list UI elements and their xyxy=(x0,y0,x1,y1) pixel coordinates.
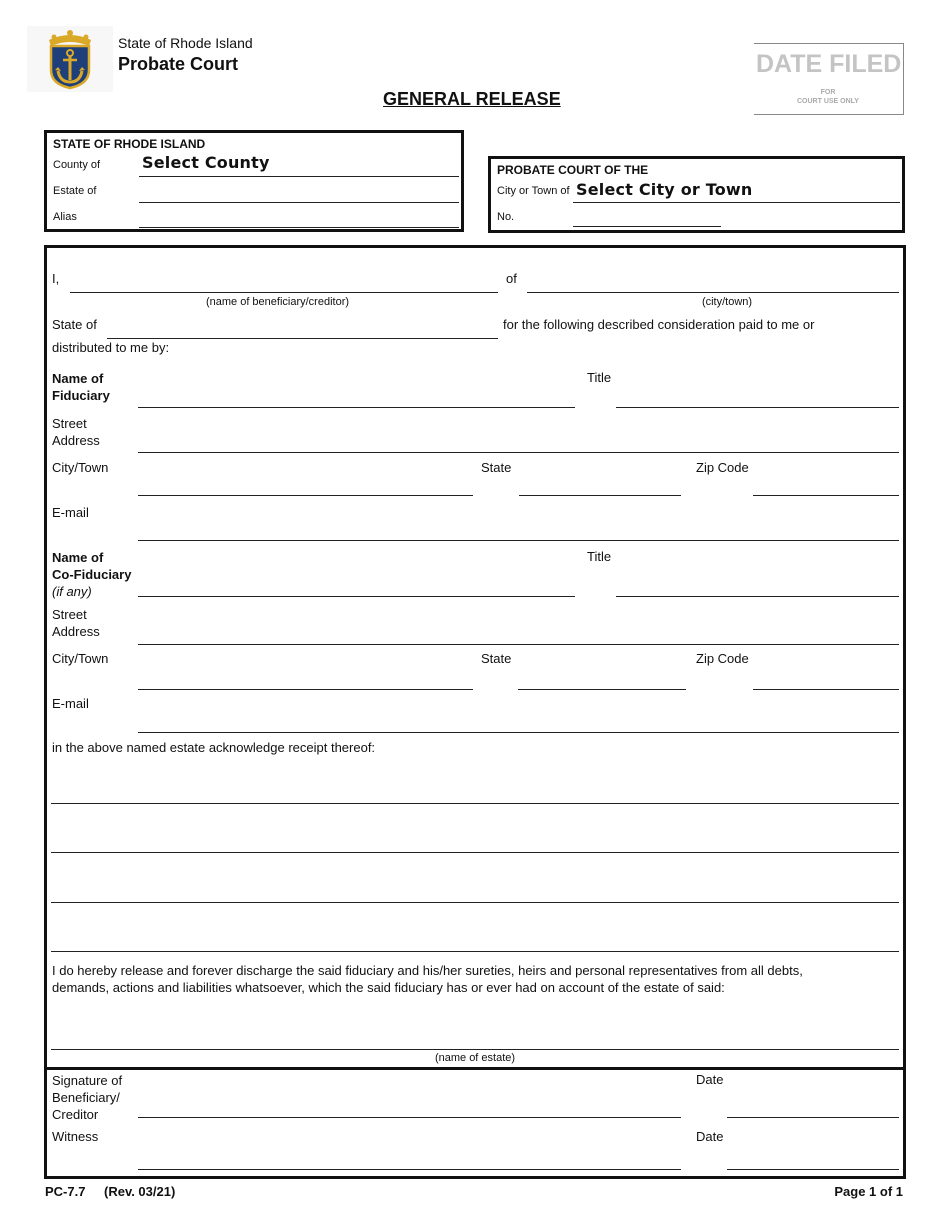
fiduciary-name-input[interactable] xyxy=(138,407,575,408)
city-town-line xyxy=(573,202,900,203)
estate-name-input[interactable] xyxy=(51,1049,899,1050)
signature-label-line1: Signature of xyxy=(52,1073,123,1088)
co-fiduciary-zip-label: Zip Code xyxy=(696,651,749,666)
co-fiduciary-city-input[interactable] xyxy=(138,689,473,690)
probate-court-heading: PROBATE COURT OF THE xyxy=(497,163,649,177)
page-number: Page 1 of 1 xyxy=(834,1184,903,1199)
alias-label: Alias xyxy=(53,211,77,223)
case-number-input[interactable] xyxy=(573,226,721,227)
county-line xyxy=(139,176,459,177)
fiduciary-street-label-line2: Address xyxy=(52,433,100,448)
co-fiduciary-zip-input[interactable] xyxy=(753,689,899,690)
consideration-line-1[interactable] xyxy=(51,803,899,804)
co-fiduciary-name-label xyxy=(52,549,131,600)
fiduciary-title-input[interactable] xyxy=(616,407,899,408)
state-county-box xyxy=(44,130,464,232)
fiduciary-street-input[interactable] xyxy=(138,452,899,453)
city-town-select[interactable]: Select City or Town xyxy=(576,180,753,199)
witness-date-input[interactable] xyxy=(727,1169,899,1170)
court-name: Probate Court xyxy=(118,54,239,74)
form-number: PC-7.7 xyxy=(45,1184,86,1199)
co-fiduciary-state-input[interactable] xyxy=(518,689,686,690)
witness-label: Witness xyxy=(52,1129,99,1144)
distributed-text: distributed to me by: xyxy=(52,340,170,355)
co-fiduciary-street-label-line2: Address xyxy=(52,624,100,639)
beneficiary-state-input[interactable] xyxy=(107,338,498,339)
signature-label xyxy=(52,1072,122,1123)
estate-label: Estate of xyxy=(53,185,97,197)
fiduciary-email-label: E-mail xyxy=(52,505,89,520)
release-text-line1: I do hereby release and forever discharge the said fiduciary and his/her sureties, heirs and personal representatives from all debts, xyxy=(52,963,803,978)
fiduciary-title-label: Title xyxy=(587,370,612,385)
beneficiary-name-caption: (name of beneficiary/creditor) xyxy=(205,296,350,308)
co-fiduciary-name-label-line1: Name of xyxy=(52,550,104,565)
fiduciary-zip-input[interactable] xyxy=(753,495,899,496)
fiduciary-street-label-line1: Street xyxy=(52,416,87,431)
signature-label-line2: Beneficiary/ xyxy=(52,1090,120,1105)
i-label: I, xyxy=(52,271,60,286)
case-number-label: No. xyxy=(497,211,515,223)
rhode-island-seal xyxy=(27,26,113,92)
co-fiduciary-city-label: City/Town xyxy=(52,651,109,666)
co-fiduciary-name-label-line3: (if any) xyxy=(52,584,92,599)
co-fiduciary-name-input[interactable] xyxy=(138,596,575,597)
co-fiduciary-title-input[interactable] xyxy=(616,596,899,597)
signature-label-line3: Creditor xyxy=(52,1107,99,1122)
consideration-line-4[interactable] xyxy=(51,951,899,952)
fiduciary-name-label-line1: Name of xyxy=(52,371,104,386)
co-fiduciary-email-input[interactable] xyxy=(138,732,899,733)
consideration-line-2[interactable] xyxy=(51,852,899,853)
fiduciary-zip-label: Zip Code xyxy=(696,460,749,475)
of-label: of xyxy=(506,271,517,286)
beneficiary-city-input[interactable] xyxy=(527,292,899,293)
signature-date-input[interactable] xyxy=(727,1117,899,1118)
for-label: FOR xyxy=(820,89,836,96)
fiduciary-name-label-line2: Fiduciary xyxy=(52,388,110,403)
date-filed-label: DATE FILED xyxy=(756,50,902,78)
main-form-box xyxy=(44,245,906,1179)
state-name: State of Rhode Island xyxy=(118,35,253,51)
co-fiduciary-title-label: Title xyxy=(587,549,612,564)
estate-name-caption: (name of estate) xyxy=(434,1052,516,1064)
beneficiary-city-caption: (city/town) xyxy=(701,296,753,308)
acknowledge-text: in the above named estate acknowledge receipt thereof: xyxy=(52,740,376,755)
fiduciary-name-label xyxy=(52,370,110,404)
release-text-line2: demands, actions and liabilities whatsoever, which the said fiduciary has or ever had on account of the estate of said: xyxy=(52,980,725,995)
fiduciary-state-input[interactable] xyxy=(519,495,681,496)
county-label: County of xyxy=(53,159,101,171)
release-text xyxy=(52,962,803,996)
state-heading: STATE OF RHODE ISLAND xyxy=(53,137,206,151)
co-fiduciary-street-label-line1: Street xyxy=(52,607,87,622)
co-fiduciary-street-label xyxy=(52,606,100,640)
probate-court-box xyxy=(488,156,905,233)
county-select[interactable]: Select County xyxy=(142,153,270,172)
witness-input[interactable] xyxy=(138,1169,681,1170)
signature-section-divider xyxy=(44,1067,906,1070)
witness-date-label: Date xyxy=(696,1129,724,1144)
co-fiduciary-state-label: State xyxy=(481,651,512,666)
fiduciary-email-input[interactable] xyxy=(138,540,899,541)
estate-input[interactable] xyxy=(139,202,459,203)
co-fiduciary-email-label: E-mail xyxy=(52,696,89,711)
beneficiary-name-input[interactable] xyxy=(70,292,498,293)
fiduciary-city-label: City/Town xyxy=(52,460,109,475)
fiduciary-street-label xyxy=(52,415,100,449)
fiduciary-city-input[interactable] xyxy=(138,495,473,496)
page-title: GENERAL RELEASE xyxy=(383,89,561,109)
date-filed-stamp-box xyxy=(754,43,904,115)
anchor-seal-icon xyxy=(27,26,113,92)
co-fiduciary-name-label-line2: Co-Fiduciary xyxy=(52,567,132,582)
form-revision: (Rev. 03/21) xyxy=(104,1184,176,1199)
alias-input[interactable] xyxy=(139,227,459,228)
fiduciary-state-label: State xyxy=(481,460,512,475)
signature-input[interactable] xyxy=(138,1117,681,1118)
consideration-text: for the following described consideration paid to me or xyxy=(503,317,815,332)
state-of-label: State of xyxy=(52,317,97,332)
city-town-label: City or Town of xyxy=(497,185,570,197)
court-use-only-label: COURT USE ONLY xyxy=(797,98,859,105)
signature-date-label: Date xyxy=(696,1072,724,1087)
co-fiduciary-street-input[interactable] xyxy=(138,644,899,645)
consideration-line-3[interactable] xyxy=(51,902,899,903)
